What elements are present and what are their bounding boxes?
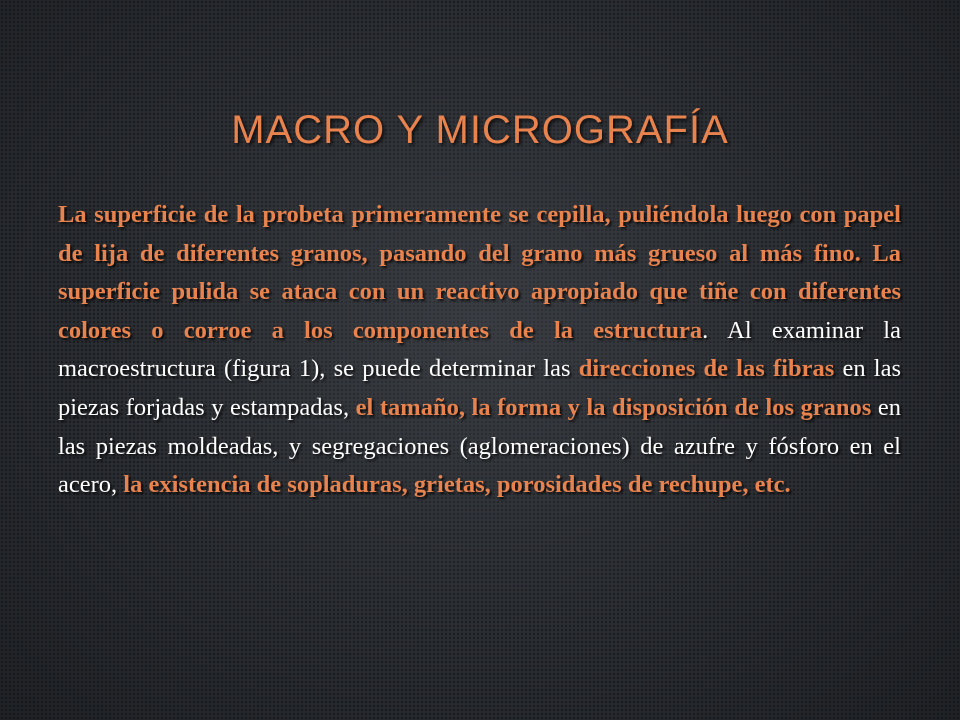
plain-text: en las piezas forjadas y estampadas,	[58, 355, 901, 421]
plain-text: . Al examinar la macroestructura (figura 1), se puede determinar las	[58, 316, 901, 383]
highlighted-text: La superficie de la probeta primeramente se cepilla, puliéndola luego con papel de lija de diferentes granos, pasando del grano más grueso al más fino. La superficie pulida se ataca con un reactivo apropiado que tiñe con diferentes colores o corroe a los componentes de la estructura	[58, 201, 901, 344]
highlighted-text: la existencia de sopladuras, grietas, porosidades de rechupe, etc.	[123, 471, 791, 499]
slide-title: MACRO Y MICROGRAFÍA	[231, 108, 729, 152]
highlighted-text: direcciones de las fibras	[578, 355, 835, 383]
body-paragraph	[58, 196, 901, 505]
highlighted-text: el tamaño, la forma y la disposición de los granos	[355, 393, 872, 421]
plain-text: en las piezas moldeadas, y segregaciones (aglomeraciones) de azufre y fósforo en el acero,	[58, 393, 902, 499]
